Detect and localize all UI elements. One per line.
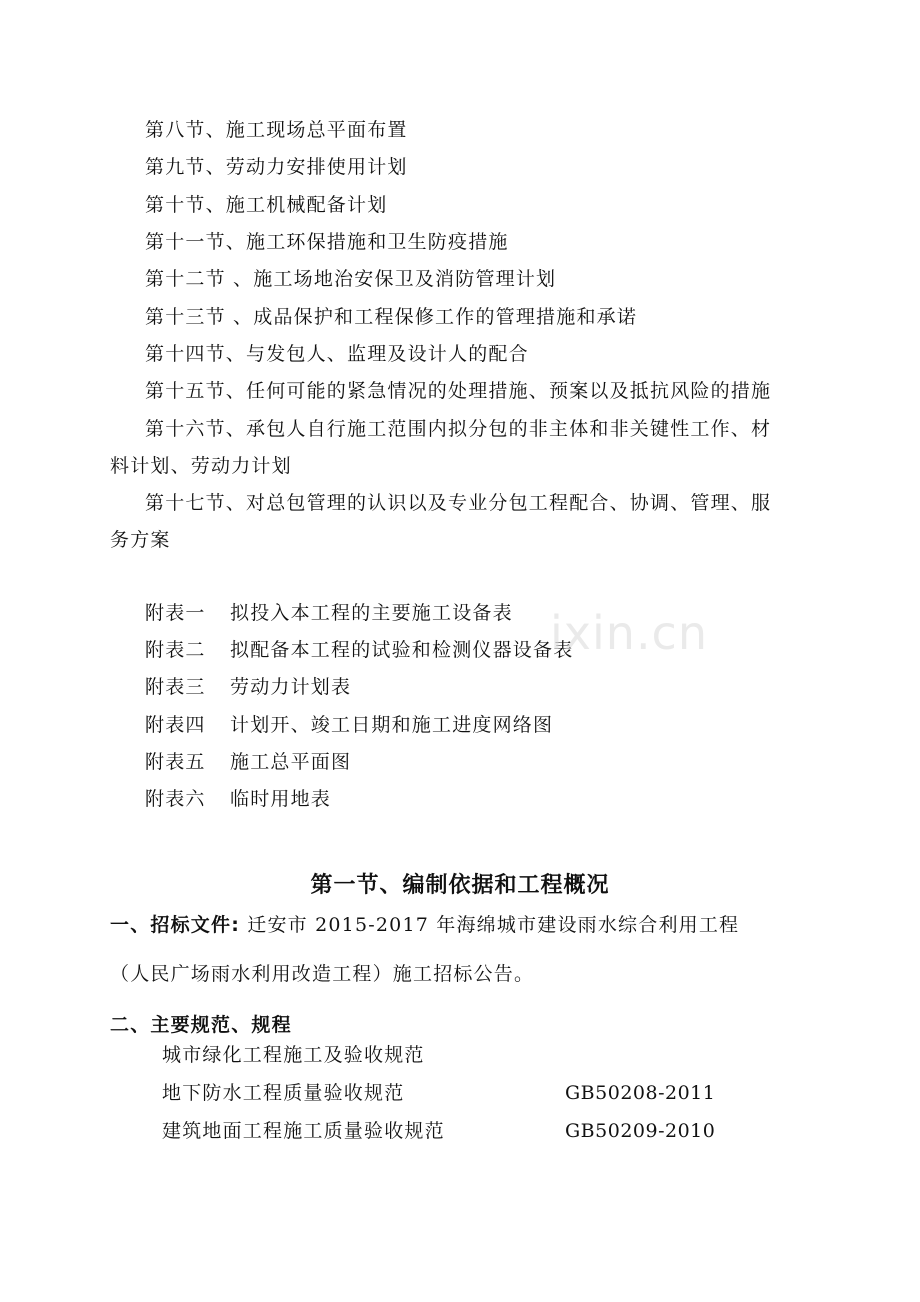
toc-item-17-continued: 务方案 [110, 529, 171, 551]
appendix-title: 临时用地表 [230, 788, 332, 810]
watermark: ixin.cn [550, 606, 709, 660]
toc-item-13: 第十三节 、成品保护和工程保修工作的管理措施和承诺 [145, 306, 638, 328]
appendix-row-6 [0, 786, 920, 812]
standard-code: GB50208-2011 [565, 1082, 716, 1104]
toc-item-16-continued: 料计划、劳动力计划 [110, 455, 292, 477]
toc-item-16: 第十六节、承包人自行施工范围内拟分包的非主体和非关键性工作、材 [145, 418, 772, 440]
tender-label: 一、招标文件: [110, 914, 240, 936]
appendix-row-1 [0, 600, 920, 626]
standard-row-2 [0, 1080, 920, 1106]
standard-row-3 [0, 1118, 920, 1144]
toc-item-14: 第十四节、与发包人、监理及设计人的配合 [145, 343, 529, 365]
standards-label: 二、主要规范、规程 [110, 1014, 292, 1036]
toc-item-12: 第十二节 、施工场地治安保卫及消防管理计划 [145, 268, 557, 290]
standard-name: 地下防水工程质量验收规范 [162, 1082, 405, 1104]
tender-text-continued: （人民广场雨水利用改造工程）施工招标公告。 [110, 963, 535, 985]
appendix-label: 附表一 [145, 602, 206, 624]
appendix-title: 劳动力计划表 [230, 676, 352, 698]
appendix-label: 附表六 [145, 788, 206, 810]
toc-item-9: 第九节、劳动力安排使用计划 [145, 156, 408, 178]
appendix-label: 附表五 [145, 751, 206, 773]
section-heading: 第一节、编制依据和工程概况 [310, 873, 610, 898]
appendix-row-3 [0, 674, 920, 700]
appendix-label: 附表四 [145, 714, 206, 736]
standard-code: GB50209-2010 [565, 1120, 716, 1142]
appendix-label: 附表三 [145, 676, 206, 698]
toc-item-11: 第十一节、施工环保措施和卫生防疫措施 [145, 231, 509, 253]
toc-item-10: 第十节、施工机械配备计划 [145, 194, 388, 216]
appendix-title: 拟配备本工程的试验和检测仪器设备表 [230, 639, 574, 661]
appendix-label: 附表二 [145, 639, 206, 661]
tender-text: 迁安市 2015-2017 年海绵城市建设雨水综合利用工程 [247, 914, 740, 936]
appendix-row-5 [0, 749, 920, 775]
standard-name: 城市绿化工程施工及验收规范 [162, 1044, 425, 1066]
appendix-row-4 [0, 712, 920, 738]
tender-line [110, 912, 739, 938]
appendix-title: 计划开、竣工日期和施工进度网络图 [230, 714, 554, 736]
standard-name: 建筑地面工程施工质量验收规范 [162, 1120, 445, 1142]
toc-item-8: 第八节、施工现场总平面布置 [145, 119, 408, 141]
appendix-title: 拟投入本工程的主要施工设备表 [230, 602, 513, 624]
standard-row-1 [0, 1042, 920, 1068]
toc-item-17: 第十七节、对总包管理的认识以及专业分包工程配合、协调、管理、服 [145, 492, 772, 514]
appendix-title: 施工总平面图 [230, 751, 352, 773]
appendix-row-2 [0, 637, 920, 663]
toc-item-15: 第十五节、任何可能的紧急情况的处理措施、预案以及抵抗风险的措施 [145, 380, 772, 402]
